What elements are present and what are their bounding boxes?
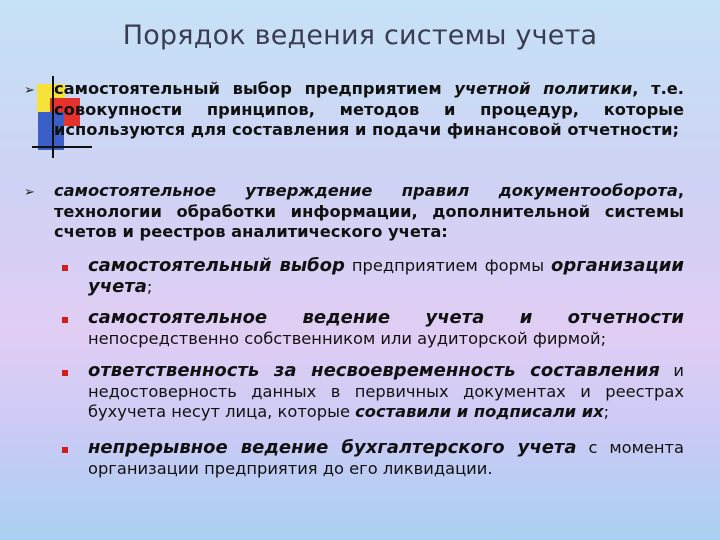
subbullet-1-text-d: ; xyxy=(146,276,153,296)
subbullet-3-text-c: составили и подписали их xyxy=(355,402,604,421)
subbullet-3-text-d: ; xyxy=(603,402,610,421)
square-bullet-icon xyxy=(62,447,68,453)
subbullet-1-text-a: самостоятельный выбор xyxy=(88,255,345,276)
subbullet-2-text-b: непосредственно собственником или аудиторской фирмой; xyxy=(88,328,607,348)
arrow-bullet-icon: ➢ xyxy=(24,83,35,98)
subbullet-2 xyxy=(88,308,684,349)
subbullet-4 xyxy=(88,438,684,479)
square-bullet-icon xyxy=(62,317,68,323)
bullet-2-text-a: самостоятельное утверждение правил документооборота xyxy=(54,181,678,200)
subbullet-4-text-b: с момента организации предприятия до его ликвидации. xyxy=(88,438,684,478)
bullet-1-text-b: учетной политики xyxy=(454,79,633,98)
subbullet-2-text-a: самостоятельное ведение учета и отчетности xyxy=(88,307,684,328)
bullet-1-text-a: самостоятельный выбор предприятием xyxy=(54,79,455,98)
bullet-1 xyxy=(54,79,684,141)
subbullet-1 xyxy=(88,256,684,297)
subbullet-4-text-a: непрерывное ведение бухгалтерского учета xyxy=(88,437,577,458)
bullet-1-text-c: , т.е. совокупности принципов, методов и процедур, которые используются для составления и подачи финансовой отчетности; xyxy=(54,79,684,139)
subbullet-1-text-c: организации учета xyxy=(88,255,684,297)
subbullet-3-text-b: и недостоверность данных в первичных документах и реестрах бухучета несут лица, которые xyxy=(88,361,684,421)
subbullet-3-text-a: ответственность за несвоевременность составления xyxy=(88,360,660,381)
bullet-2-text-b: , технологии обработки информации, дополнительной системы счетов и реестров аналитического учета: xyxy=(54,181,684,241)
slide-title: Порядок ведения системы учета xyxy=(122,20,598,51)
subbullet-1-text-b: предприятием формы xyxy=(344,256,551,275)
bullet-2 xyxy=(54,181,684,243)
square-bullet-icon xyxy=(62,265,68,271)
subbullet-3 xyxy=(88,361,684,423)
arrow-bullet-icon: ➢ xyxy=(24,185,35,200)
square-bullet-icon xyxy=(62,370,68,376)
